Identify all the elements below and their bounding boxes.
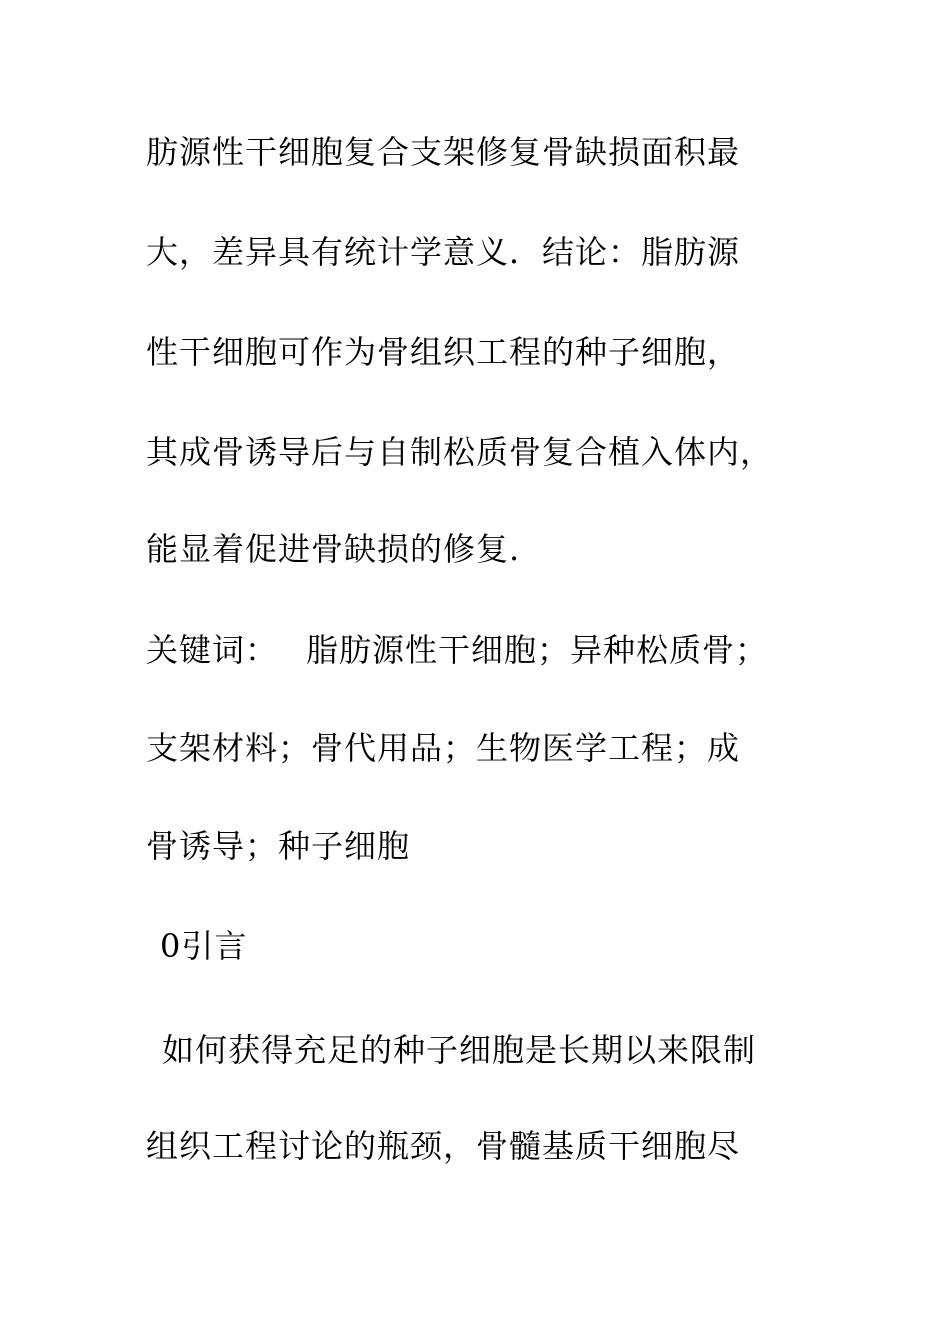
abstract-line: 肪源性干细胞复合支架修复骨缺损面积最 (146, 133, 741, 171)
abstract-line: 能显着促进骨缺损的修复. (146, 530, 521, 568)
abstract-line: 其成骨诱导后与自制松质骨复合植入体内， (146, 433, 774, 471)
body-line: 组织工程讨论的瓶颈，骨髓基质干细胞尽 (146, 1127, 741, 1165)
keywords-line: 支架材料；骨代用品；生物医学工程；成 (146, 729, 741, 767)
section-heading: 0引言 (160, 927, 248, 965)
abstract-line: 性干细胞可作为骨组织工程的种子细胞， (146, 333, 741, 371)
keywords-line: 骨诱导；种子细胞 (146, 827, 411, 865)
keywords-label: 关键词： (146, 631, 279, 669)
keywords-text: 脂肪源性干细胞；异种松质骨； (306, 631, 769, 669)
keywords-line (146, 630, 768, 670)
body-line: 如何获得充足的种子细胞是长期以来限制 (162, 1031, 757, 1069)
abstract-line: 大，差异具有统计学意义．结论：脂肪源 (146, 233, 741, 271)
